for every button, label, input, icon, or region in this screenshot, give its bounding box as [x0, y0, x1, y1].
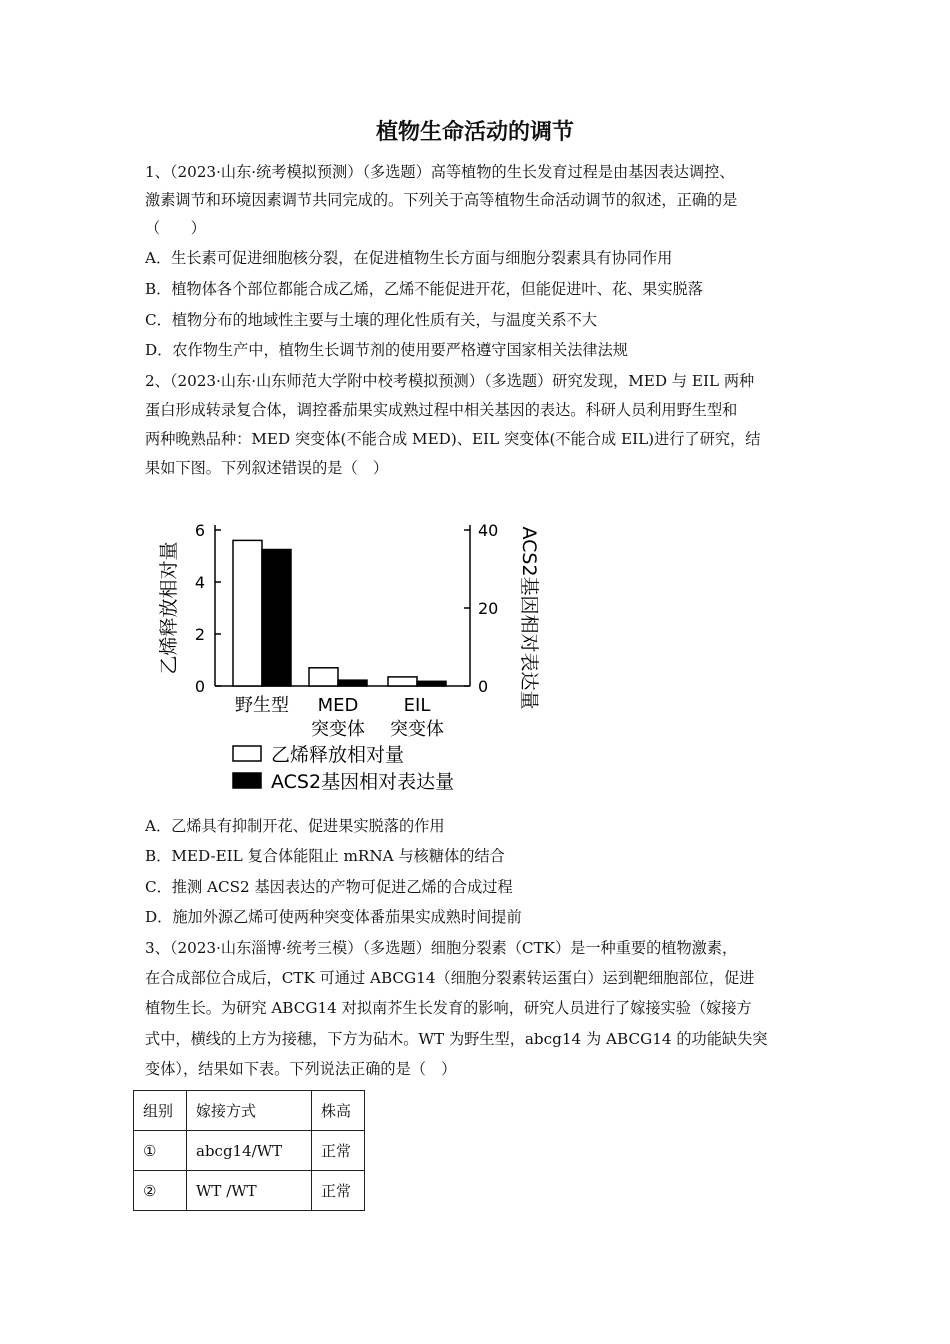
q3-stem-line-4: 式中，横线的上方为接穗，下方为砧木。WT 为野生型，abcg14 为 ABCG14 的功能缺失突 [145, 1030, 768, 1048]
table-header-cell: 株高 [312, 1091, 365, 1131]
q2-option-b: B．MED-EIL 复合体能阻止 mRNA 与核糖体的结合 [145, 847, 505, 865]
table-cell: 正常 [312, 1171, 365, 1211]
table-row [134, 1171, 365, 1211]
q2-option-c: C．推测 ACS2 基因表达的产物可促进乙烯的合成过程 [145, 878, 513, 896]
bar-chart [155, 510, 575, 800]
q3-stem-line-1: 3、（2023·山东淄博·统考三模）（多选题）细胞分裂素（CTK）是一种重要的植物激素， [145, 939, 738, 957]
legend-swatch-ethylene [233, 746, 261, 761]
legend-swatch-acs2 [233, 773, 261, 788]
bar-acs2 [417, 681, 446, 686]
q3-stem-line-3: 植物生长。为研究 ABCG14 对拟南芥生长发育的影响，研究人员进行了嫁接实验（嫁接方 [145, 999, 752, 1017]
q2-stem-line-2: 蛋白形成转录复合体，调控番茄果实成熟过程中相关基因的表达。科研人员利用野生型和 [145, 401, 738, 419]
right-axis-label: ACS2基因相对表达量 [518, 526, 540, 710]
left-tick-label: 2 [194, 625, 205, 644]
q1-option-c: C．植物分布的地域性主要与土壤的理化性质有关，与温度关系不大 [145, 311, 598, 329]
bar-ethylene [388, 677, 417, 686]
left-tick-label: 0 [194, 677, 205, 696]
q2-stem-line-4: 果如下图。下列叙述错误的是（ ） [145, 459, 388, 477]
q2-option-d: D．施加外源乙烯可使两种突变体番茄果实成熟时间提前 [145, 908, 522, 926]
table-cell: WT /WT [187, 1171, 312, 1211]
left-tick-label: 4 [194, 573, 205, 592]
category-label: 突变体 [390, 719, 444, 740]
left-tick-label: 6 [194, 521, 205, 540]
q1-stem-line-2: 激素调节和环境因素调节共同完成的。下列关于高等植物生命活动调节的叙述，正确的是 [145, 191, 738, 209]
bar-ethylene [309, 668, 338, 686]
q2-stem-line-1: 2、（2023·山东·山东师范大学附中校考模拟预测）（多选题）研究发现，MED 与 EIL 两种 [145, 372, 755, 390]
category-label: 突变体 [311, 719, 365, 740]
bar-acs2 [338, 680, 367, 686]
page-title: 植物生命活动的调节 [375, 120, 574, 145]
q1-stem-line-1: 1、（2023·山东·统考模拟预测）（多选题）高等植物的生长发育过程是由基因表达调控、 [145, 163, 735, 181]
category-label: 野生型 [235, 695, 289, 716]
right-tick-label: 0 [478, 677, 489, 696]
right-tick-label: 40 [478, 521, 499, 540]
category-label: MED [317, 695, 359, 716]
q1-option-a: A．生长素可促进细胞核分裂，在促进植物生长方面与细胞分裂素具有协同作用 [145, 249, 673, 267]
table-header-cell: 组别 [134, 1091, 187, 1131]
table-cell: ② [134, 1171, 187, 1211]
right-tick-label: 20 [478, 599, 499, 618]
q3-stem-line-2: 在合成部位合成后，CTK 可通过 ABCG14（细胞分裂素转运蛋白）运到靶细胞部位，促进 [145, 969, 755, 987]
table-cell: 正常 [312, 1131, 365, 1171]
table-cell: ① [134, 1131, 187, 1171]
table-cell: abcg14/WT [187, 1131, 312, 1171]
q1-option-b: B．植物体各个部位都能合成乙烯，乙烯不能促进开花，但能促进叶、花、果实脱落 [145, 280, 703, 298]
bar-ethylene [233, 540, 262, 686]
q1-option-d: D．农作物生产中，植物生长调节剂的使用要严格遵守国家相关法律法规 [145, 341, 628, 359]
bar-acs2 [262, 550, 291, 687]
q3-stem-line-5: 变体），结果如下表。下列说法正确的是（ ） [145, 1060, 457, 1078]
table-header-row [134, 1091, 365, 1131]
left-axis-label: 乙烯释放相对量 [158, 541, 180, 675]
q1-stem-line-3: （ ） [145, 219, 206, 237]
table-header-cell: 嫁接方式 [187, 1091, 312, 1131]
legend-label-acs2: ACS2基因相对表达量 [271, 771, 455, 793]
q2-stem-line-3: 两种晚熟品种：MED 突变体(不能合成 MED)、EIL 突变体(不能合成 EIL)进行了研究，结 [145, 430, 761, 448]
legend-label-ethylene: 乙烯释放相对量 [271, 744, 405, 766]
table-row [134, 1131, 365, 1171]
q2-option-a: A．乙烯具有抑制开花、促进果实脱落的作用 [145, 817, 445, 835]
graft-table [133, 1090, 365, 1211]
category-label: EIL [403, 695, 431, 716]
